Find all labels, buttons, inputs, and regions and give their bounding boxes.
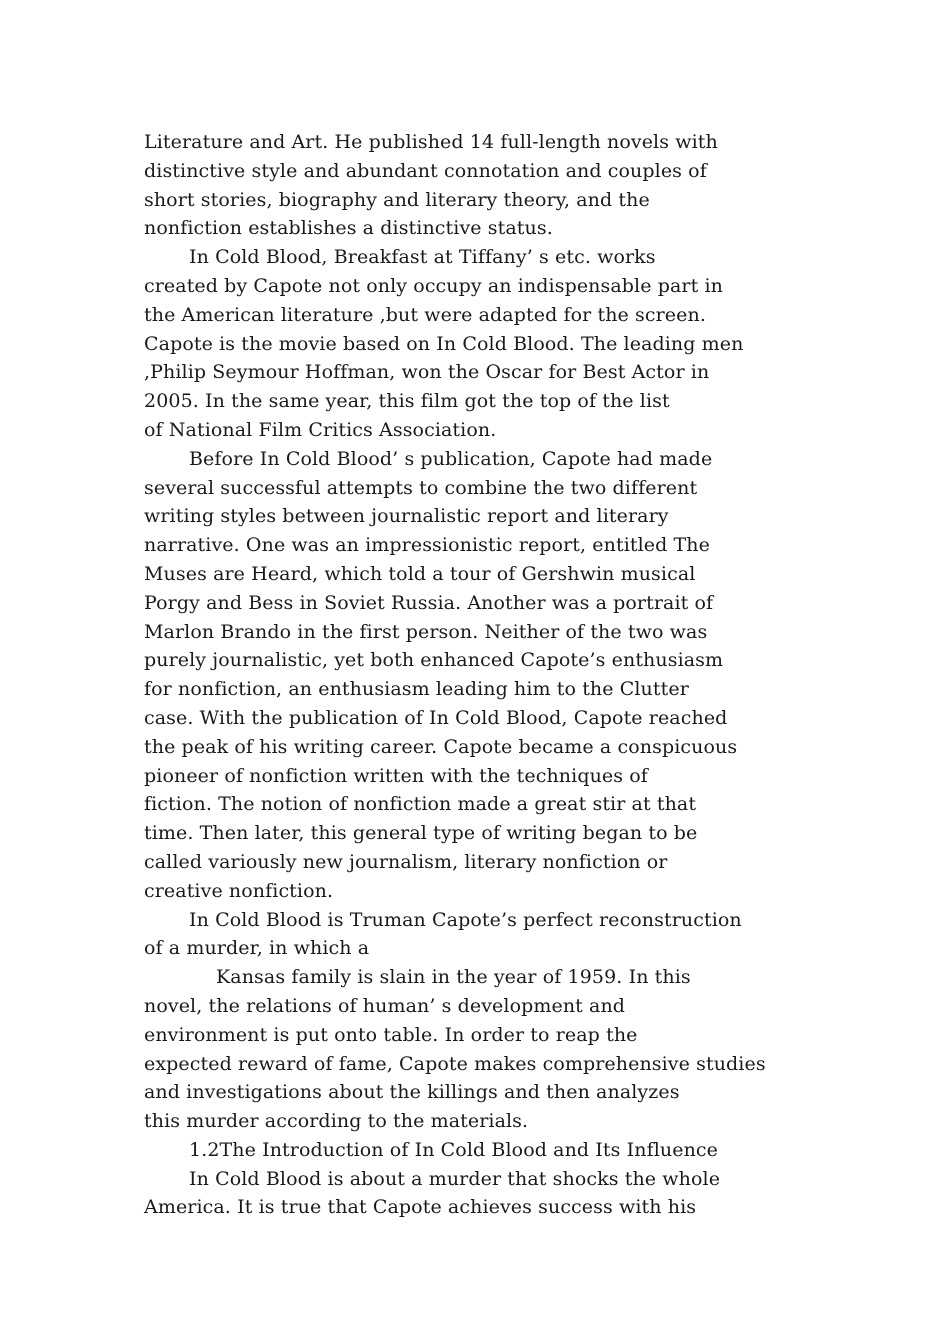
text-line: Muses are Heard, which told a tour of Gershwin musical — [144, 562, 696, 585]
text-line: Marlon Brando in the first person. Neither of the two was — [144, 620, 708, 643]
text-line: this murder according to the materials. — [144, 1110, 529, 1133]
text-line: short stories, biography and literary theory, and the — [144, 188, 650, 211]
text-line: novel, the relations of human’ s development and — [144, 994, 626, 1017]
text-line: creative nonfiction. — [144, 879, 334, 902]
text-line: expected reward of fame, Capote makes comprehensive studies — [144, 1052, 766, 1075]
text-line: narrative. One was an impressionistic report, entitled The — [144, 534, 710, 557]
text-line: 1.2The Introduction of In Cold Blood and Its Influence — [189, 1138, 718, 1161]
text-line: America. It is true that Capote achieves success with his — [144, 1196, 697, 1219]
text-line: for nonfiction, an enthusiasm leading him to the Clutter — [144, 678, 689, 701]
text-line: In Cold Blood is about a murder that shocks the whole — [189, 1167, 721, 1190]
text-line: fiction. The notion of nonfiction made a great stir at that — [144, 793, 697, 816]
document-body-text — [144, 128, 824, 1222]
text-line: Capote is the movie based on In Cold Blood. The leading men — [144, 332, 744, 355]
text-line: 2005. In the same year, this film got the top of the list — [144, 390, 670, 413]
text-line: Porgy and Bess in Soviet Russia. Another was a portrait of — [144, 591, 714, 614]
text-line: case. With the publication of In Cold Blood, Capote reached — [144, 706, 728, 729]
text-line: pioneer of nonfiction written with the techniques of — [144, 764, 648, 787]
text-line: writing styles between journalistic report and literary — [144, 505, 669, 528]
text-line: environment is put onto table. In order to reap the — [144, 1023, 638, 1046]
text-line: In Cold Blood, Breakfast at Tiffany’ s etc. works — [189, 246, 656, 269]
text-line: purely journalistic, yet both enhanced Capote’s enthusiasm — [144, 649, 724, 672]
text-line: Literature and Art. He published 14 full-length novels with — [144, 131, 718, 153]
text-line: time. Then later, this general type of writing began to be — [144, 822, 698, 845]
text-line: distinctive style and abundant connotation and couples of — [144, 159, 707, 182]
text-line: the American literature ,but were adapted for the screen. — [144, 303, 706, 326]
text-line: several successful attempts to combine the two different — [144, 476, 698, 499]
text-line: of a murder, in which a — [144, 937, 370, 960]
text-line: nonfiction establishes a distinctive status. — [144, 217, 553, 240]
text-line: the peak of his writing career. Capote became a conspicuous — [144, 735, 738, 758]
text-line: created by Capote not only occupy an indispensable part in — [144, 274, 723, 297]
text-line: Before In Cold Blood’ s publication, Capote had made — [189, 447, 713, 470]
text-line: called variously new journalism, literary nonfiction or — [144, 850, 668, 873]
text-line: Kansas family is slain in the year of 1959. In this — [216, 966, 691, 989]
text-line: In Cold Blood is Truman Capote’s perfect reconstruction — [189, 908, 742, 931]
text-line: ,Philip Seymour Hoffman, won the Oscar for Best Actor in — [144, 361, 710, 384]
text-line: of National Film Critics Association. — [144, 418, 497, 441]
text-line: and investigations about the killings and then analyzes — [144, 1081, 680, 1104]
